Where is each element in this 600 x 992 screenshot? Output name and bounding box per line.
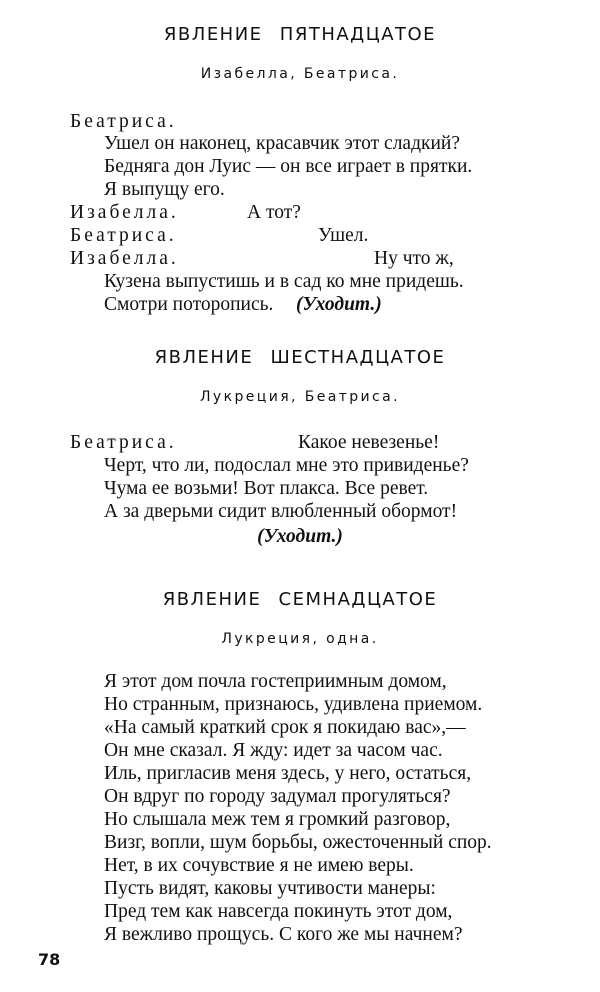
speaker-name: Изабелла. [70,248,179,269]
verse-line: Он вдруг по городу задумал прогуляться? [104,786,451,807]
scene-16-cast: Лукреция, Беатриса. [200,389,400,405]
verse-line: Я этот дом почла гостеприимным домом, [104,671,447,692]
verse-line: А за дверьми сидит влюбленный обормот! [104,501,458,522]
verse-line: Чума ее возьми! Вот плакса. Все ревет. [104,478,429,499]
stage-direction: (Уходит.) [296,294,382,315]
verse-line: Ну что ж, [374,248,454,269]
verse-line: Пред тем как навсегда покинуть этот дом, [104,901,453,922]
speaker-name: Беатриса. [70,225,177,246]
stage-direction: (Уходит.) [257,526,343,547]
verse-line: Я выпущу его. [104,179,225,200]
verse-line: Иль, пригласив меня здесь, у него, остаться, [104,763,472,784]
page-number: 78 [38,950,61,969]
speaker-name: Беатриса. [70,111,177,132]
verse-line: Нет, в их сочувствие я не имею веры. [104,855,414,876]
verse-line: Смотри поторопись. [104,294,274,315]
scene-17-title: ЯВЛЕНИЕ СЕМНАДЦАТОЕ [162,589,438,610]
scene-15-title: ЯВЛЕНИЕ ПЯТНАДЦАТОЕ [163,24,437,45]
verse-line: Но странным, признаюсь, удивлена приемом. [104,694,483,715]
verse-line: Какое невезенье! [298,432,440,453]
verse-line: Черт, что ли, подослал мне это привиденье? [104,455,469,476]
verse-line: Визг, вопли, шум борьбы, ожесточенный спор. [104,832,492,853]
verse-line: Ушел. [318,225,369,246]
scene-15-cast: Изабелла, Беатриса. [200,66,400,82]
verse-line: Он мне сказал. Я жду: идет за часом час. [104,740,443,761]
verse-line: «На самый краткий срок я покидаю вас»,— [104,717,466,738]
scene-17-cast: Лукреция, одна. [221,631,379,647]
verse-line: Но слышала меж тем я громкий разговор, [104,809,451,830]
speaker-name: Беатриса. [70,432,177,453]
verse-line: Кузена выпустишь и в сад ко мне придешь. [104,271,464,292]
verse-line: Я вежливо прощусь. С кого же мы начнем? [104,924,463,945]
verse-line: Пусть видят, каковы учтивости манеры: [104,878,436,899]
scene-16-title: ЯВЛЕНИЕ ШЕСТНАДЦАТОЕ [154,347,446,368]
speaker-name: Изабелла. [70,202,179,223]
verse-line: А тот? [247,202,301,223]
verse-line: Бедняга дон Луис — он все играет в прятки. [104,156,473,177]
verse-line: Ушел он наконец, красавчик этот сладкий? [104,133,460,154]
